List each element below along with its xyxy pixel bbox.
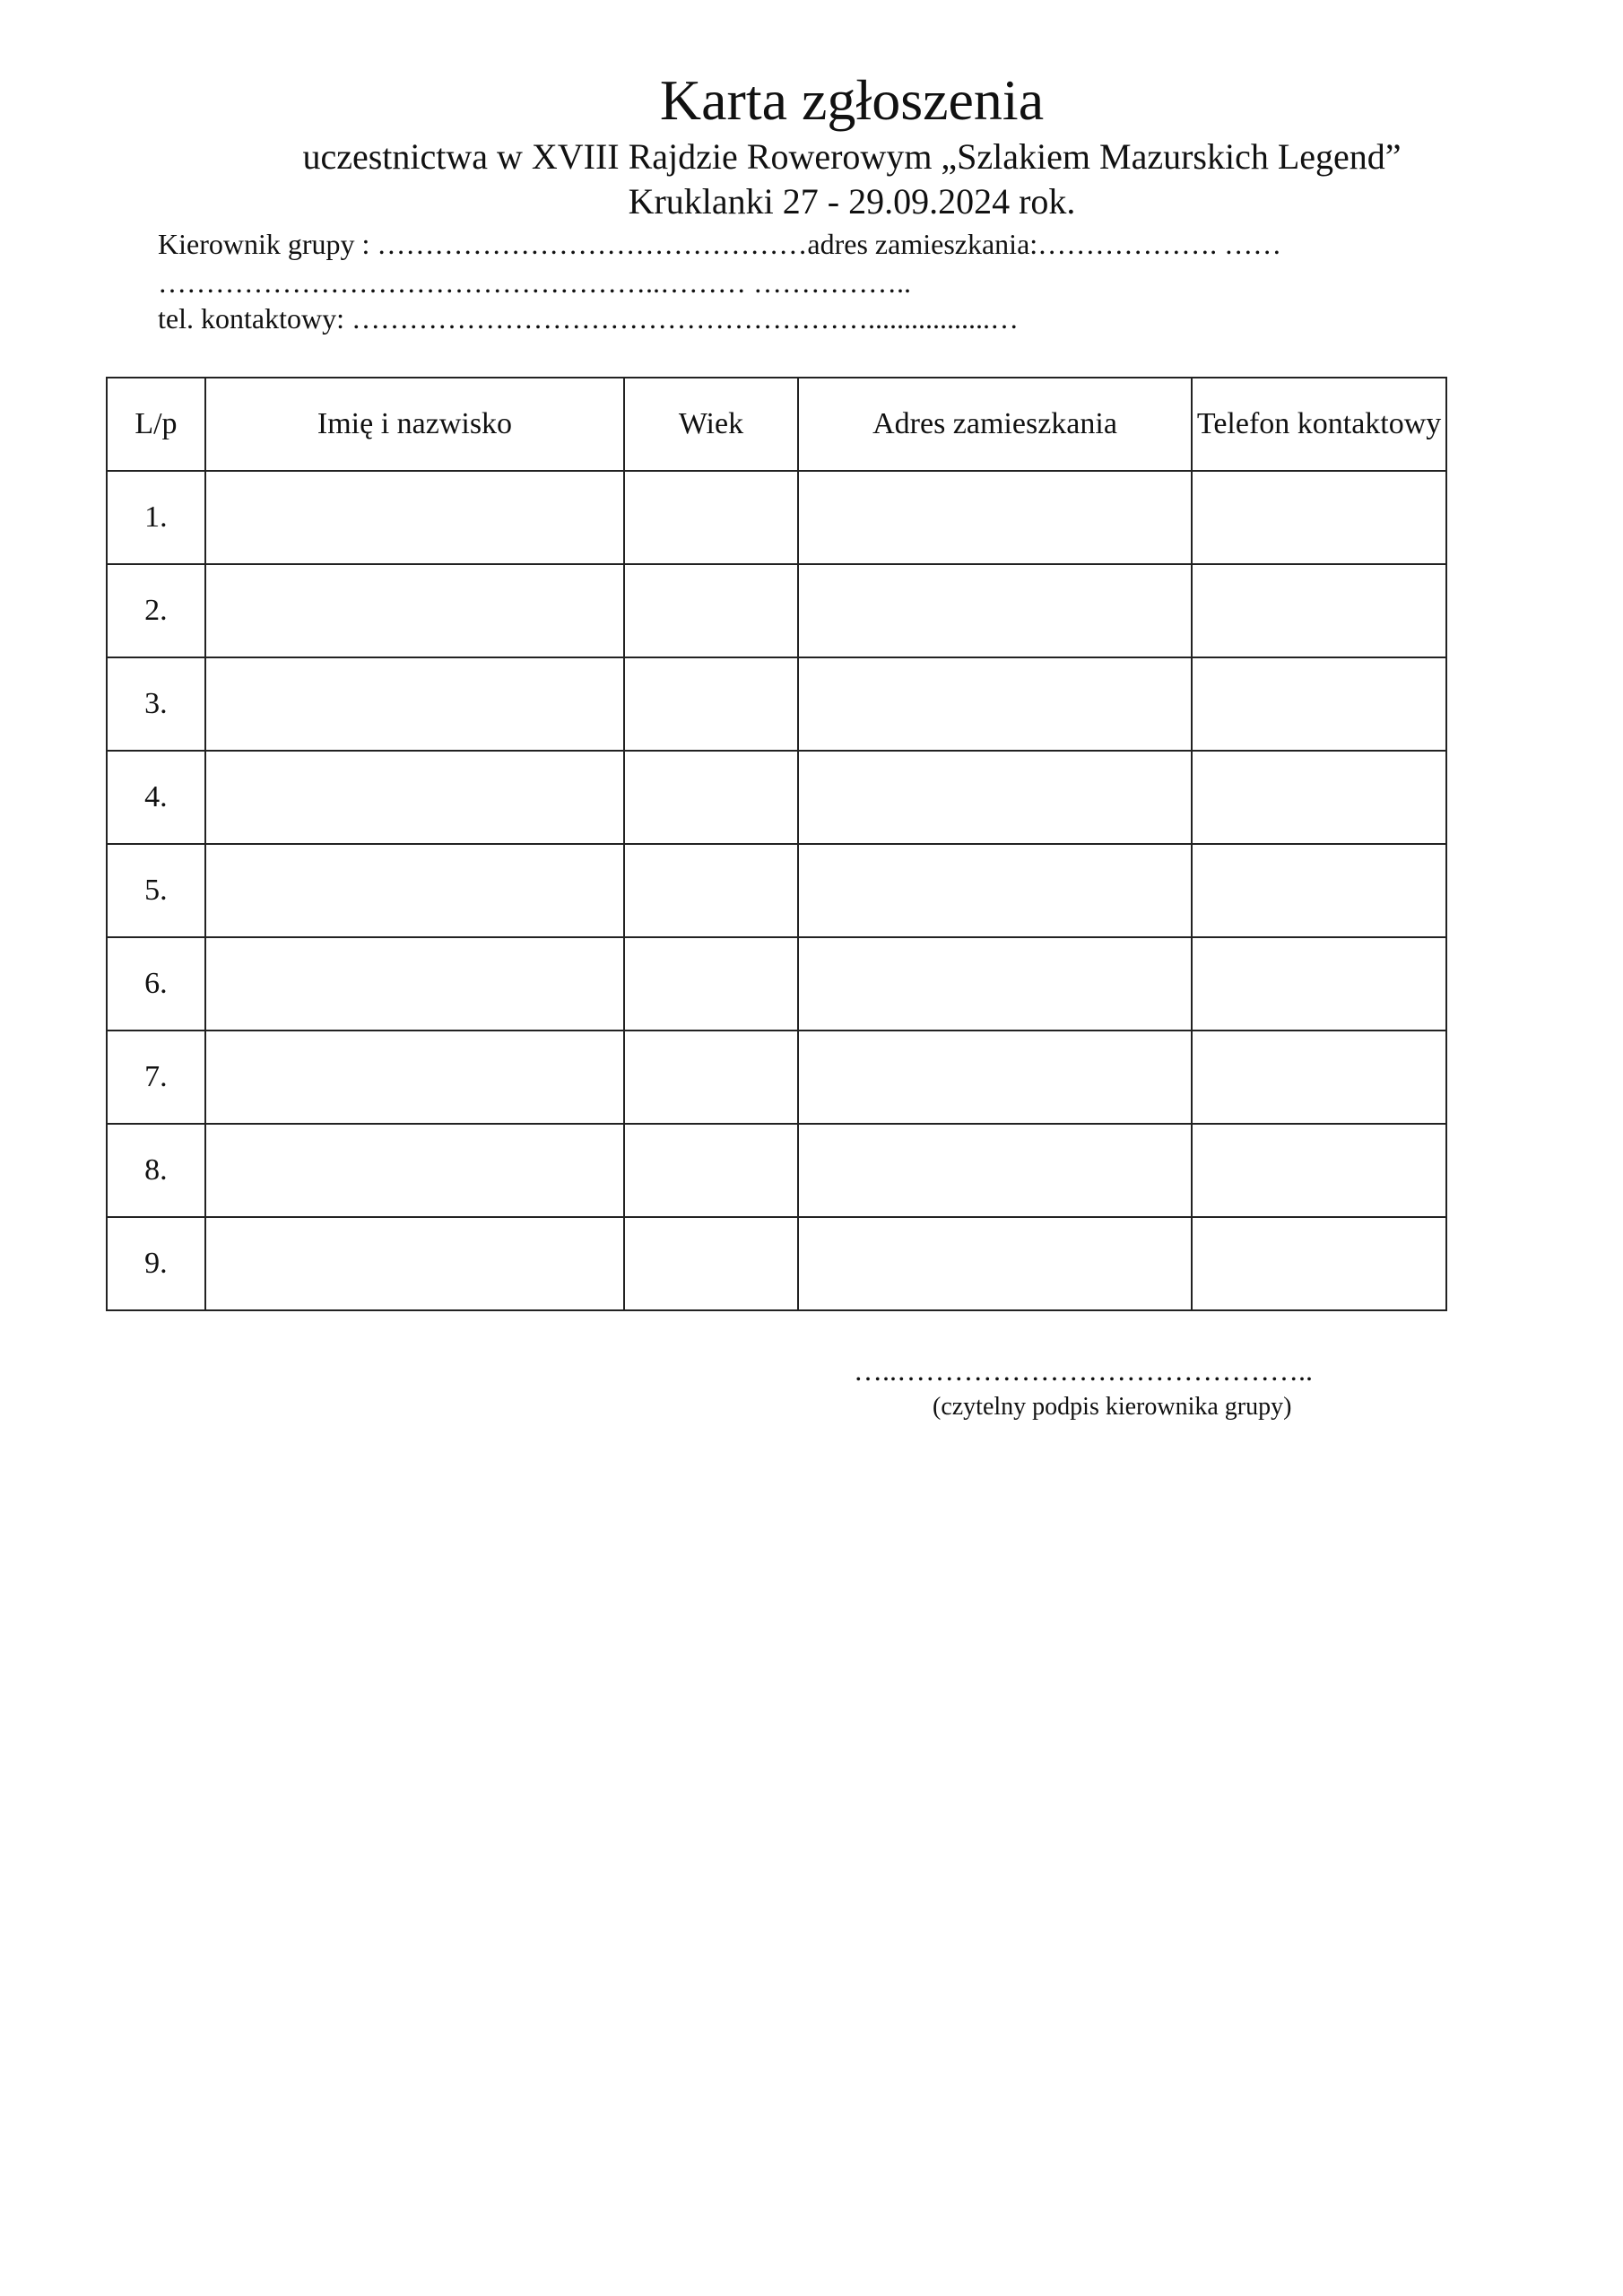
- name-cell[interactable]: [205, 1031, 624, 1124]
- age-cell[interactable]: [624, 844, 798, 937]
- participants-table: [106, 377, 1447, 1311]
- name-cell[interactable]: [205, 844, 624, 937]
- column-header-name: Imię i nazwisko: [205, 378, 624, 471]
- table-row: [107, 751, 1446, 844]
- name-cell[interactable]: [205, 471, 624, 564]
- age-cell[interactable]: [624, 1217, 798, 1310]
- phone-cell[interactable]: [1192, 1217, 1446, 1310]
- column-header-address: Adres zamieszkania: [798, 378, 1192, 471]
- table-row: [107, 564, 1446, 657]
- table-row: [107, 1124, 1446, 1217]
- row-number: 2.: [107, 564, 205, 657]
- phone-cell[interactable]: [1192, 564, 1446, 657]
- phone-cell[interactable]: [1192, 471, 1446, 564]
- phone-cell[interactable]: [1192, 1124, 1446, 1217]
- table-row: [107, 1217, 1446, 1310]
- row-number: 3.: [107, 657, 205, 751]
- signature-caption: (czytelny podpis kierownika grupy): [933, 1393, 1292, 1421]
- age-cell[interactable]: [624, 564, 798, 657]
- address-cell[interactable]: [798, 564, 1192, 657]
- name-cell[interactable]: [205, 564, 624, 657]
- table-row: [107, 657, 1446, 751]
- age-cell[interactable]: [624, 1124, 798, 1217]
- column-header-lp: L/p: [107, 378, 205, 471]
- row-number: 7.: [107, 1031, 205, 1124]
- group-leader-address-field[interactable]: Kierownik grupy : ………………………………………adres zamieszkania:………………. ……: [158, 228, 1282, 260]
- phone-cell[interactable]: [1192, 844, 1446, 937]
- address-cell[interactable]: [798, 1031, 1192, 1124]
- table-row: [107, 471, 1446, 564]
- phone-cell[interactable]: [1192, 751, 1446, 844]
- row-number: 1.: [107, 471, 205, 564]
- address-cell[interactable]: [798, 1217, 1192, 1310]
- table-header-row: [107, 378, 1446, 471]
- name-cell[interactable]: [205, 1124, 624, 1217]
- row-number: 4.: [107, 751, 205, 844]
- phone-cell[interactable]: [1192, 937, 1446, 1031]
- row-number: 6.: [107, 937, 205, 1031]
- address-cell[interactable]: [798, 1124, 1192, 1217]
- address-continuation-field[interactable]: ……………………………………………..……… ……………..: [158, 266, 911, 299]
- table-row: [107, 844, 1446, 937]
- column-header-age: Wiek: [624, 378, 798, 471]
- address-cell[interactable]: [798, 937, 1192, 1031]
- name-cell[interactable]: [205, 751, 624, 844]
- document-subtitle: uczestnictwa w XVIII Rajdzie Rowerowym „Szlakiem Mazurskich Legend”: [302, 136, 1402, 177]
- name-cell[interactable]: [205, 1217, 624, 1310]
- document-title: Karta zgłoszenia: [659, 68, 1045, 132]
- age-cell[interactable]: [624, 471, 798, 564]
- age-cell[interactable]: [624, 1031, 798, 1124]
- age-cell[interactable]: [624, 937, 798, 1031]
- row-number: 8.: [107, 1124, 205, 1217]
- event-date-line: Kruklanki 27 - 29.09.2024 rok.: [628, 181, 1076, 222]
- age-cell[interactable]: [624, 657, 798, 751]
- age-cell[interactable]: [624, 751, 798, 844]
- column-header-phone: Telefon kontaktowy: [1192, 378, 1446, 471]
- row-number: 9.: [107, 1217, 205, 1310]
- address-cell[interactable]: [798, 751, 1192, 844]
- name-cell[interactable]: [205, 937, 624, 1031]
- table-row: [107, 1031, 1446, 1124]
- signature-line[interactable]: …..……………………………………..: [854, 1354, 1313, 1387]
- table-row: [107, 937, 1446, 1031]
- phone-cell[interactable]: [1192, 657, 1446, 751]
- address-cell[interactable]: [798, 471, 1192, 564]
- address-cell[interactable]: [798, 657, 1192, 751]
- name-cell[interactable]: [205, 657, 624, 751]
- address-cell[interactable]: [798, 844, 1192, 937]
- phone-cell[interactable]: [1192, 1031, 1446, 1124]
- row-number: 5.: [107, 844, 205, 937]
- contact-phone-field[interactable]: tel. kontaktowy: ……………………………………………….................…: [158, 302, 1019, 335]
